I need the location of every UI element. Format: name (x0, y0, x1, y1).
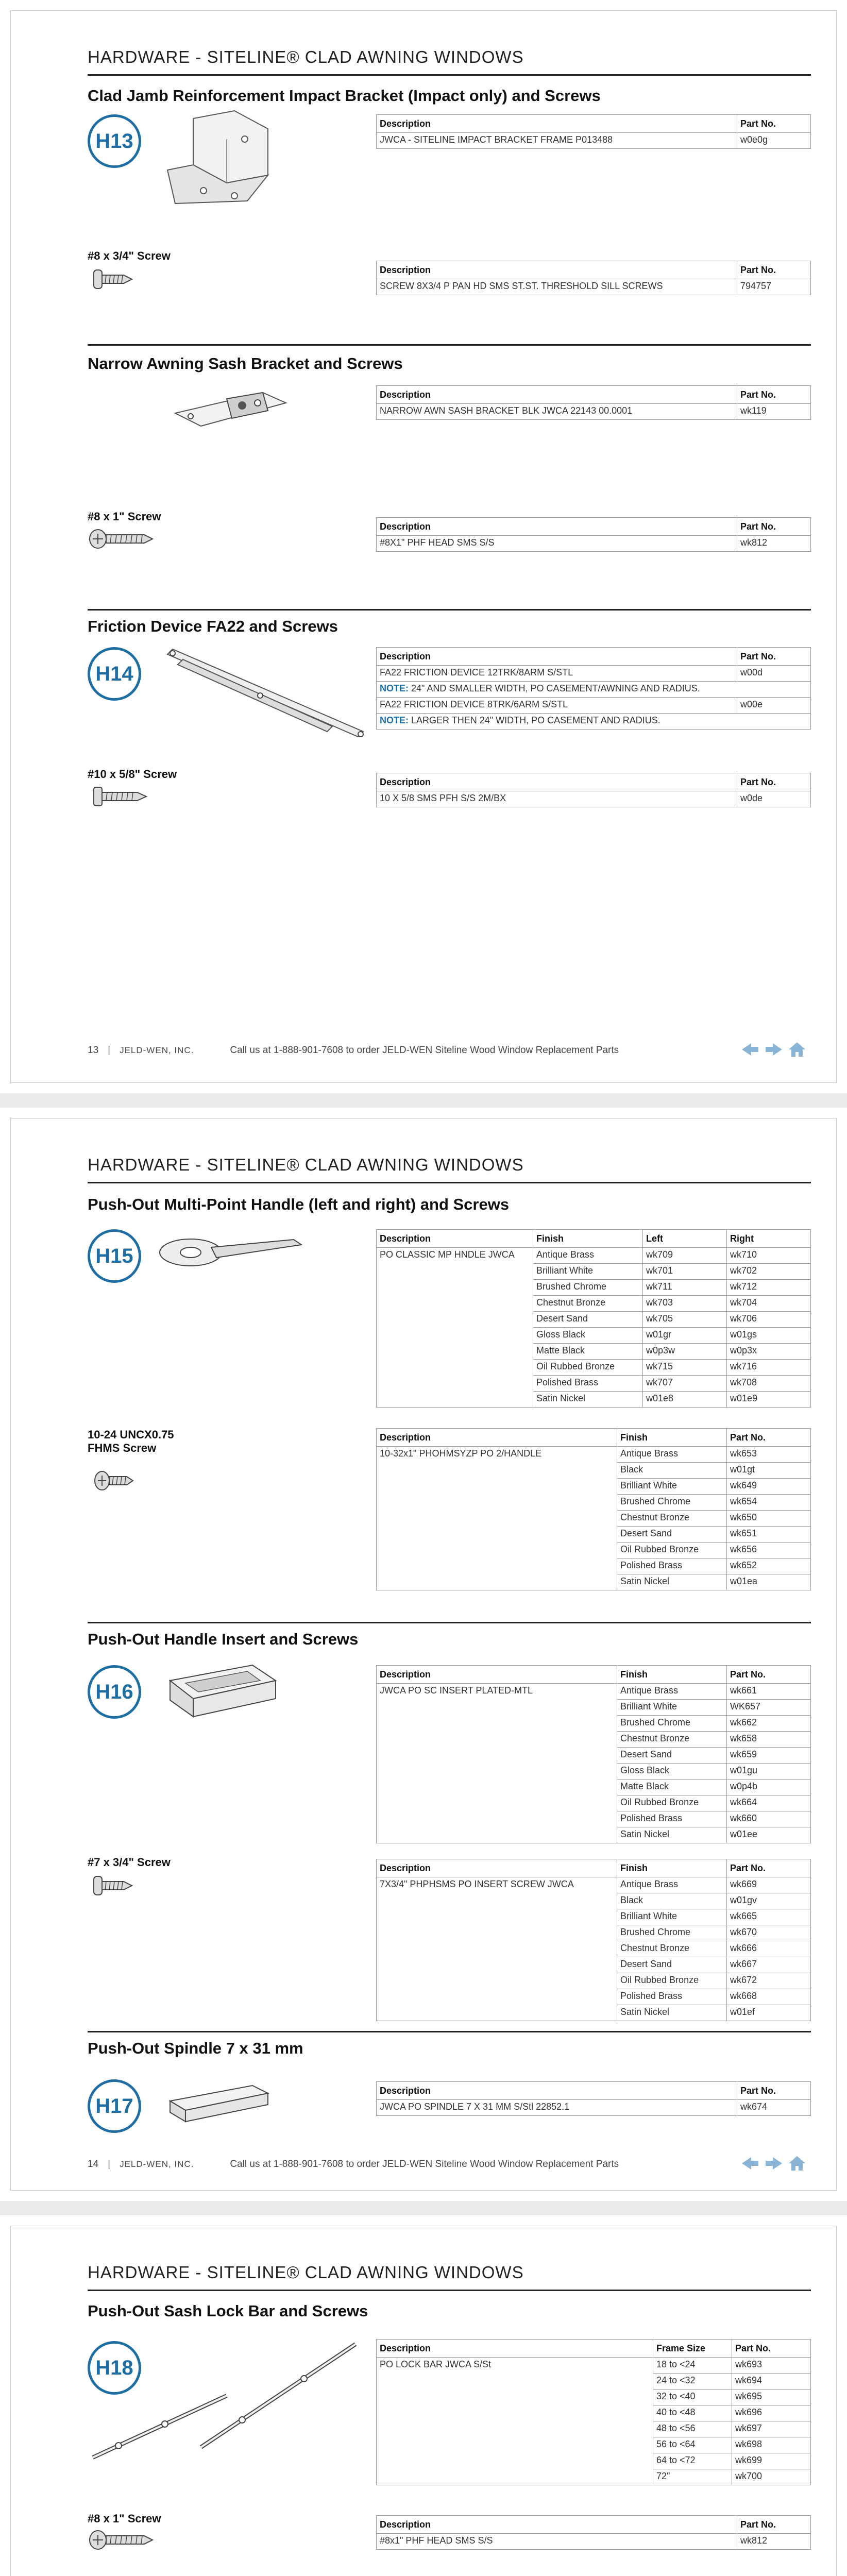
part-badge-h14: H14 (88, 647, 141, 701)
table-row: Satin Nickel w01e8 w01e9 (377, 1392, 811, 1408)
section-multipoint-handle (88, 1195, 811, 1214)
next-page-icon[interactable] (765, 2156, 783, 2171)
screw-parts-table: Description Finish Part No. 7X3/4" PHPHSMS PO INSERT SCREW JWCA Antique Brass wk669 Black w01gv Brilliant White wk665 Brushed Chrome wk670 Chestnut Bronze wk666 Desert Sand wk667 Oil Rubbed Bronze wk672 Polished Brass wk668 Satin Nickel w01ef (376, 1859, 811, 2021)
handle-parts-table: Description Finish Left Right PO CLASSIC MP HNDLE JWCA Antique Brass wk709 wk710 Brilliant White wk701 wk702 Brushed Chrome wk711 wk712 Chestnut Bronze wk703 wk704 Desert Sand wk705 wk706 Gloss Black w01gr w01gs Matte Black w0p3w w0p3x Oil Rubbed Bronze wk715 wk716 Polished Brass wk707 wk708 Satin Nickel w01e8 w01e9 (376, 1229, 811, 1408)
table-row: Brushed Chrome wk711 wk712 (377, 1280, 811, 1296)
section-title: Narrow Awning Sash Bracket and Screws (88, 354, 403, 372)
impact-bracket-illustration (157, 108, 281, 211)
section-impact-bracket (88, 87, 811, 105)
table-row: Chestnut Bronze wk650 (377, 1511, 811, 1527)
table-row: PO LOCK BAR JWCA S/St 18 to <24 wk693 (377, 2358, 811, 2374)
page-nav (741, 2156, 806, 2171)
section-title: Push-Out Spindle 7 x 31 mm (88, 2039, 303, 2057)
table-row: Desert Sand wk667 (377, 1957, 811, 1973)
table-row: Satin Nickel w01ea (377, 1574, 811, 1590)
table-row: 40 to <48 wk696 (377, 2405, 811, 2421)
parts-table: Description Part No. NARROW AWN SASH BRACKET BLK JWCA 22143 00.0001 wk119 (376, 385, 811, 420)
part-badge-h15: H15 (88, 1229, 141, 1283)
table-row: Brilliant White wk665 (377, 1909, 811, 1925)
table-row: Chestnut Bronze wk703 wk704 (377, 1296, 811, 1312)
table-row: Brilliant White WK657 (377, 1700, 811, 1716)
table-row: Gloss Black w01gr w01gs (377, 1328, 811, 1344)
insert-parts-table: Description Finish Part No. JWCA PO SC INSERT PLATED-MTL Antique Brass wk661 Brilliant White WK657 Brushed Chrome wk662 Chestnut Bronze wk658 Desert Sand wk659 Gloss Black w01gu Matte Black w0p4b Oil Rubbed Bronze wk664 Polished Brass wk660 Satin Nickel w01ee (376, 1665, 811, 1843)
table-row: Oil Rubbed Bronze wk715 wk716 (377, 1360, 811, 1376)
section-handle-insert (88, 1630, 811, 1649)
screw-label: #8 x 3/4" Screw (88, 249, 171, 262)
table-row: 7X3/4" PHPHSMS PO INSERT SCREW JWCA Antique Brass wk669 (377, 1877, 811, 1893)
section-spindle (88, 2039, 811, 2058)
section-title: Friction Device FA22 and Screws (88, 617, 338, 635)
table-row: Black w01gv (377, 1893, 811, 1909)
part-badge-h17: H17 (88, 2079, 141, 2133)
handle-insert-illustration (160, 1660, 283, 1727)
page-15 (0, 2215, 847, 2576)
table-row: Desert Sand wk659 (377, 1748, 811, 1764)
part-badge-h13: H13 (88, 114, 141, 168)
next-page-icon[interactable] (765, 1042, 783, 1057)
screw-label: #8 x 1" Screw (88, 2512, 161, 2525)
table-row: Brilliant White wk649 (377, 1479, 811, 1495)
spindle-parts-table: Description Part No. JWCA PO SPINDLE 7 X 31 MM S/Stl 22852.1 wk674 (376, 2081, 811, 2116)
screw-label: #10 x 5/8" Screw (88, 768, 177, 781)
screw-label: 10-24 UNCX0.75 FHMS Screw (88, 1428, 174, 1454)
footer-text: Call us at 1-888-901-7608 to order JELD-WEN Siteline Wood Window Replacement Parts (230, 2159, 619, 2170)
section-title: Push-Out Sash Lock Bar and Screws (88, 2302, 368, 2320)
table-row: PO CLASSIC MP HNDLE JWCA Antique Brass wk709 wk710 (377, 1248, 811, 1264)
page-header: HARDWARE - SITELINE® CLAD AWNING WINDOWS (88, 1155, 811, 1183)
table-row: Brushed Chrome wk654 (377, 1495, 811, 1511)
table-row: Oil Rubbed Bronze wk656 (377, 1543, 811, 1558)
section-sash-lock-bar (88, 2302, 811, 2320)
page-footer: 14 | JELD-WEN, INC. Call us at 1-888-901-7608 to order JELD-WEN Siteline Wood Window Replacement Parts (88, 2159, 619, 2170)
page-number: 14 (88, 2159, 99, 2170)
section-title: Clad Jamb Reinforcement Impact Bracket (Impact only) and Screws (88, 87, 601, 105)
section-title: Push-Out Handle Insert and Screws (88, 1630, 359, 1648)
table-row: Polished Brass wk668 (377, 1989, 811, 2005)
page-14 (0, 1108, 847, 2201)
home-icon[interactable] (788, 2156, 806, 2171)
screw-icon (88, 528, 155, 550)
friction-device-illustration (157, 644, 374, 742)
table-row: 56 to <64 wk698 (377, 2437, 811, 2453)
table-row: Satin Nickel w01ef (377, 2005, 811, 2021)
prev-page-icon[interactable] (741, 1042, 759, 1057)
table-row: 72" wk700 (377, 2469, 811, 2485)
screw-parts-table: Description Part No. #8X1" PHF HEAD SMS S/S wk812 (376, 517, 811, 552)
table-row: Gloss Black w01gu (377, 1764, 811, 1780)
table-row: 24 to <32 wk694 (377, 2374, 811, 2389)
brand-name: JELD-WEN, INC. (120, 1045, 194, 1055)
table-row: Brushed Chrome wk662 (377, 1716, 811, 1732)
screw-parts-table: Description Finish Part No. 10-32x1" PHOHMSYZP PO 2/HANDLE Antique Brass wk653 Black w01gt Brilliant White wk649 Brushed Chrome wk654 Chestnut Bronze wk650 Desert Sand wk651 Oil Rubbed Bronze wk656 Polished Brass wk652 Satin Nickel w01ea (376, 1428, 811, 1590)
page-number: 13 (88, 1045, 99, 1056)
screw-label: #7 x 3/4" Screw (88, 1856, 171, 1869)
screw-icon (93, 785, 149, 808)
brand-name: JELD-WEN, INC. (120, 2159, 194, 2169)
table-row: Brilliant White wk701 wk702 (377, 1264, 811, 1280)
section-narrow-awning-bracket (88, 354, 811, 373)
lock-bar-parts-table: Description Frame Size Part No. PO LOCK BAR JWCA S/St 18 to <24 wk693 24 to <32 wk694 32 to <40 wk695 40 to <48 wk696 48 to <56 wk697 56 to <64 wk698 64 to <72 wk699 72" wk700 (376, 2339, 811, 2485)
table-row: Brushed Chrome wk670 (377, 1925, 811, 1941)
table-row: Oil Rubbed Bronze wk672 (377, 1973, 811, 1989)
sash-lock-bar-illustration (88, 2334, 371, 2468)
page-13 (0, 0, 847, 1093)
screw-parts-table: Description Part No. #8x1" PHF HEAD SMS S/S wk812 (376, 2515, 811, 2550)
multipoint-handle-illustration (155, 1224, 309, 1281)
screw-icon (88, 2529, 155, 2551)
section-title: Push-Out Multi-Point Handle (left and right) and Screws (88, 1195, 510, 1213)
table-row: Satin Nickel w01ee (377, 1827, 811, 1843)
table-row: Black w01gt (377, 1463, 811, 1479)
page-header: HARDWARE - SITELINE® CLAD AWNING WINDOWS (88, 47, 811, 76)
table-row: Chestnut Bronze wk666 (377, 1941, 811, 1957)
screw-icon (93, 1874, 134, 1897)
table-row: Chestnut Bronze wk658 (377, 1732, 811, 1748)
section-friction-device (88, 617, 811, 636)
spindle-illustration (165, 2080, 278, 2127)
page-nav (741, 1042, 806, 1057)
screw-parts-table: Description Part No. SCREW 8X3/4 P PAN HD SMS ST.ST. THRESHOLD SILL SCREWS 794757 (376, 261, 811, 295)
page-footer: 13 | JELD-WEN, INC. Call us at 1-888-901-7608 to order JELD-WEN Siteline Wood Window Replacement Parts (88, 1045, 619, 1056)
footer-text: Call us at 1-888-901-7608 to order JELD-WEN Siteline Wood Window Replacement Parts (230, 1045, 619, 1056)
table-row: Matte Black w0p3w w0p3x (377, 1344, 811, 1360)
table-row: 64 to <72 wk699 (377, 2453, 811, 2469)
narrow-awning-bracket-illustration (170, 382, 294, 439)
screw-parts-table: Description Part No. 10 X 5/8 SMS PFH S/S 2M/BX w0de (376, 773, 811, 807)
friction-parts-table: Description Part No. FA22 FRICTION DEVICE 12TRK/8ARM S/STL w00d NOTE: 24" AND SMALLER WIDTH, PO CASEMENT/AWNING AND RADIUS. FA22 FRICTION DEVICE 8TRK/6ARM S/STL w00e NOTE: LARGER THEN 24" WIDTH, PO CASEMENT AND RADIUS. (376, 647, 811, 730)
part-badge-h18: H18 (88, 2341, 141, 2395)
table-row: Polished Brass wk707 wk708 (377, 1376, 811, 1392)
table-row: Matte Black w0p4b (377, 1780, 811, 1795)
note-label: NOTE: (380, 715, 409, 725)
screw-icon (93, 1469, 134, 1492)
table-row: Desert Sand wk651 (377, 1527, 811, 1543)
prev-page-icon[interactable] (741, 2156, 759, 2171)
home-icon[interactable] (788, 1042, 806, 1057)
table-row: Desert Sand wk705 wk706 (377, 1312, 811, 1328)
table-row: 48 to <56 wk697 (377, 2421, 811, 2437)
part-badge-h16: H16 (88, 1665, 141, 1719)
table-row: Polished Brass wk660 (377, 1811, 811, 1827)
parts-table: Description Part No. JWCA - SITELINE IMPACT BRACKET FRAME P013488 w0e0g (376, 114, 811, 149)
table-row: 10-32x1" PHOHMSYZP PO 2/HANDLE Antique Brass wk653 (377, 1447, 811, 1463)
table-row: JWCA PO SC INSERT PLATED-MTL Antique Brass wk661 (377, 1684, 811, 1700)
table-row: Oil Rubbed Bronze wk664 (377, 1795, 811, 1811)
table-row: 32 to <40 wk695 (377, 2389, 811, 2405)
table-row: Polished Brass wk652 (377, 1558, 811, 1574)
screw-icon (93, 268, 134, 291)
screw-label: #8 x 1" Screw (88, 510, 161, 523)
page-header: HARDWARE - SITELINE® CLAD AWNING WINDOWS (88, 2263, 811, 2291)
note-label: NOTE: (380, 683, 409, 693)
